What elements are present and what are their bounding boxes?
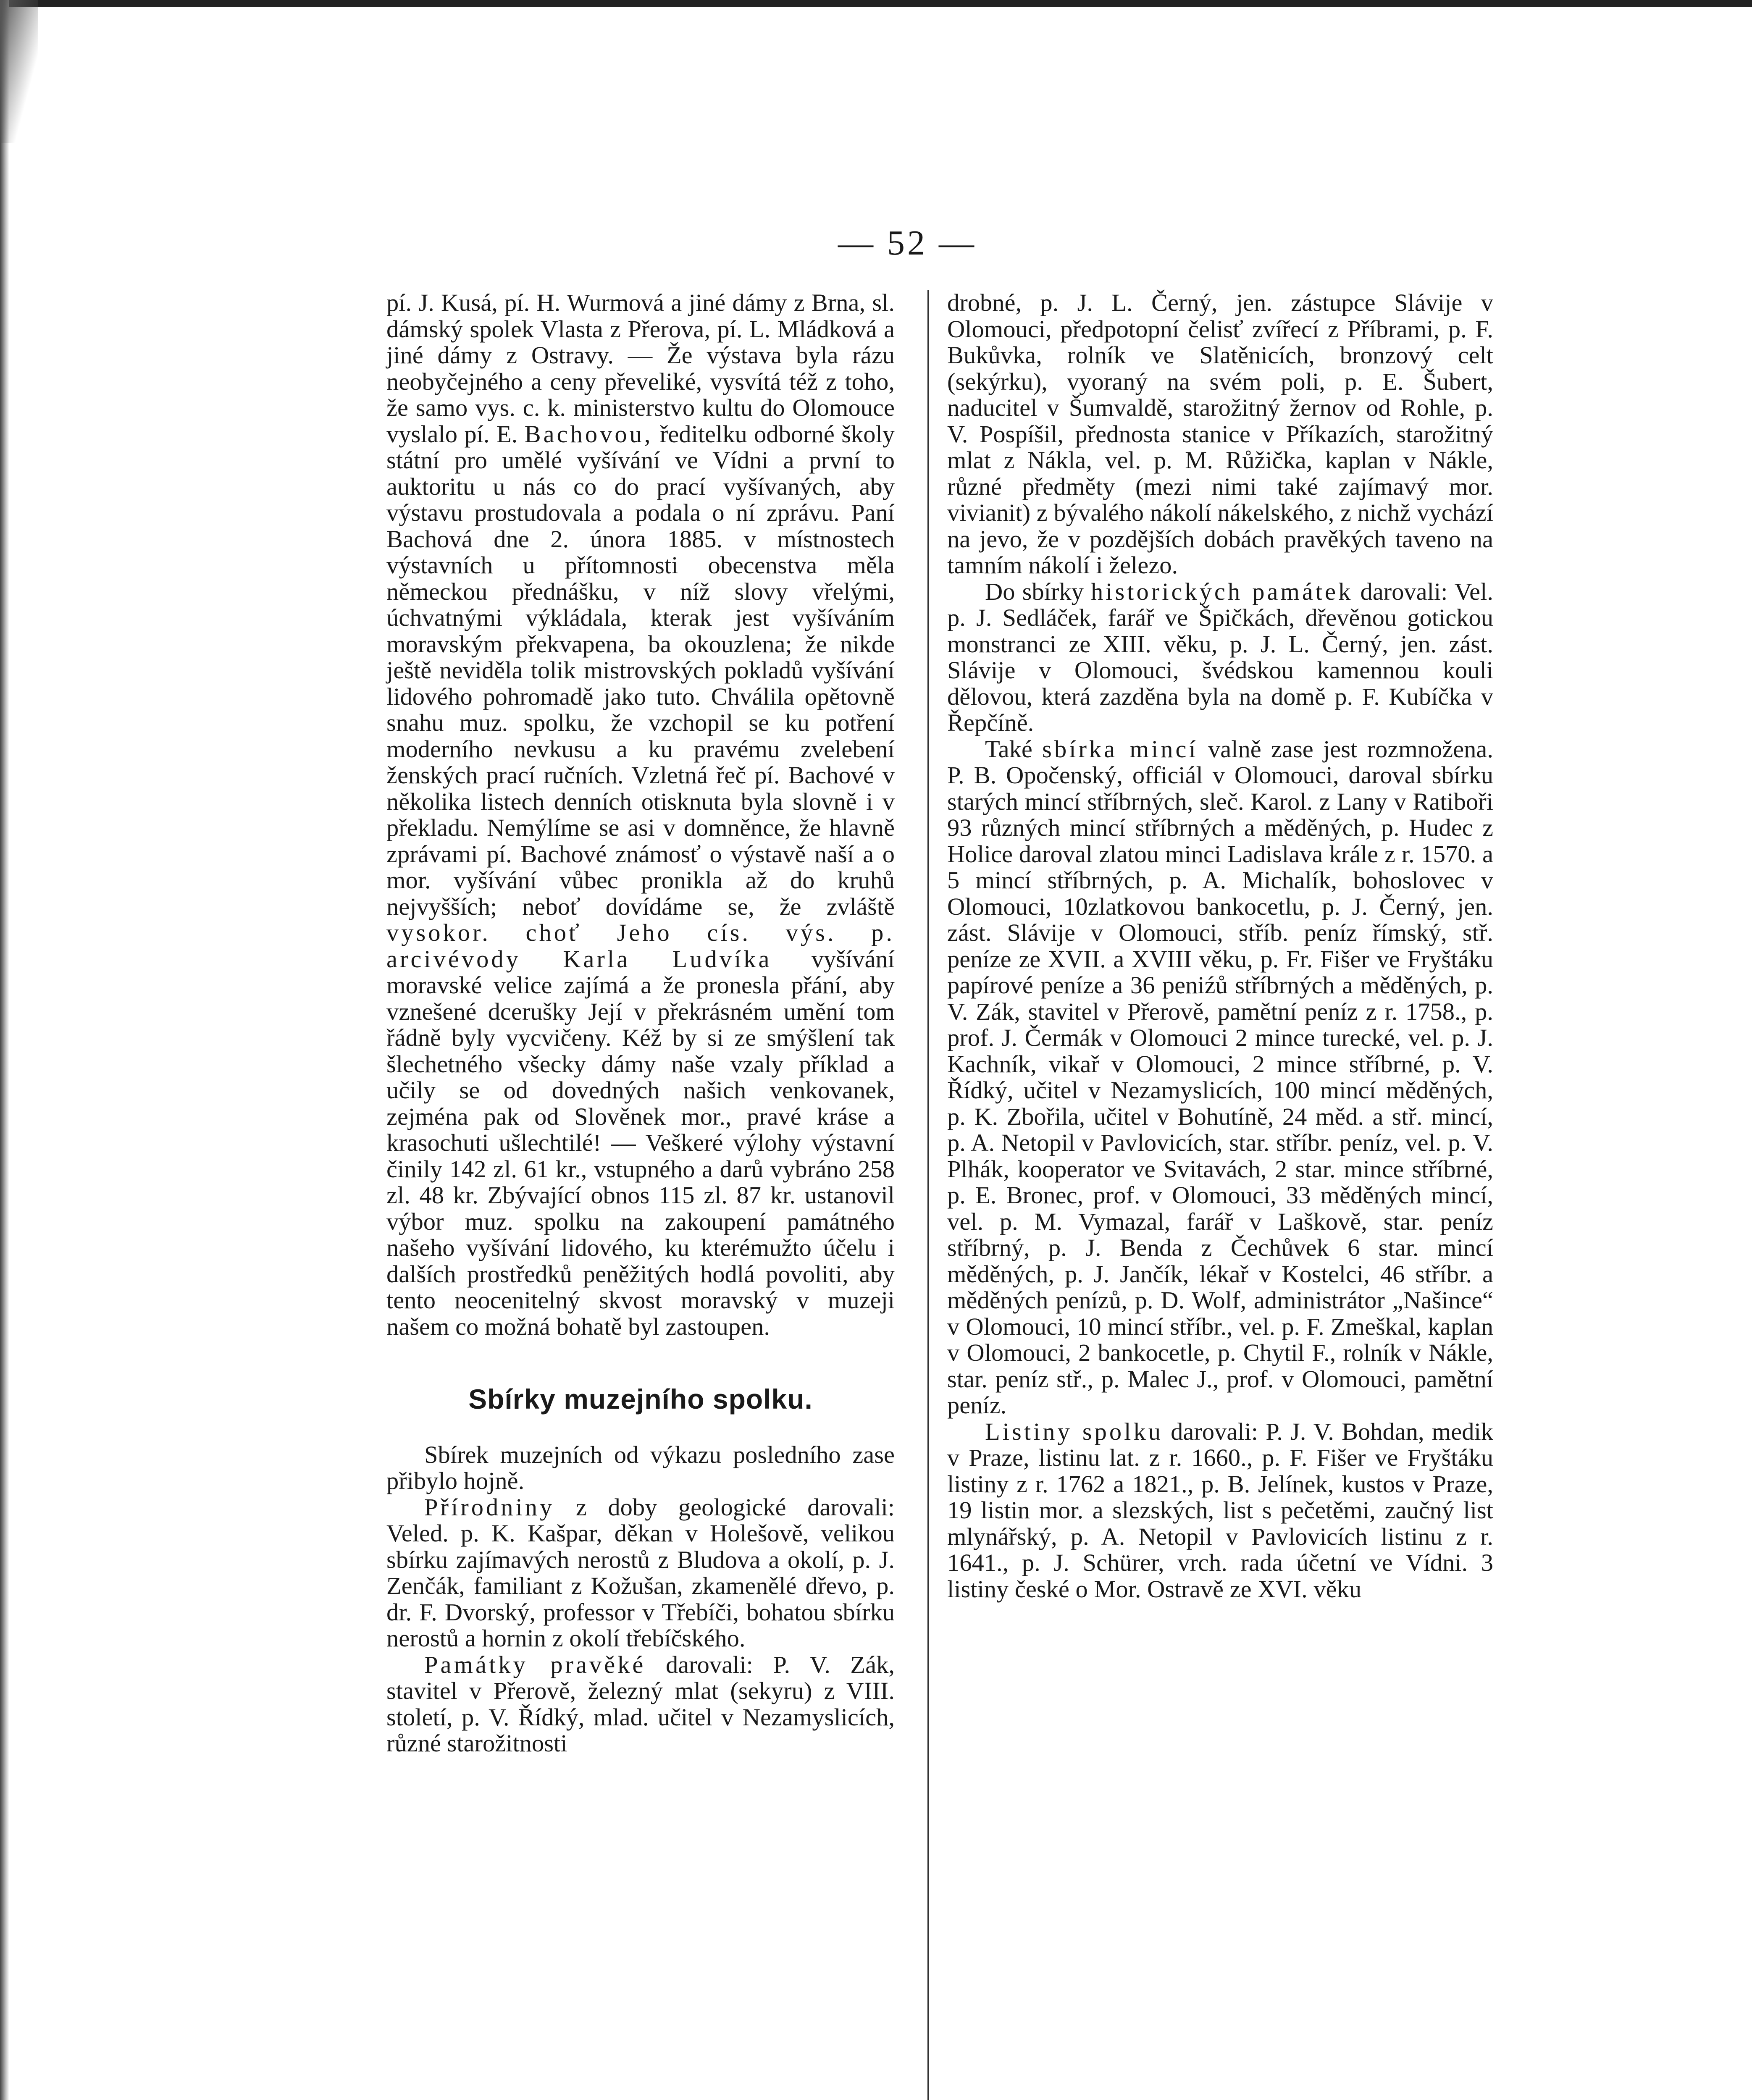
paragraph-historical bbox=[947, 579, 1493, 736]
column-divider bbox=[927, 290, 929, 2100]
paragraph-text: darovali: Vel. p. J. Sedláček, farář ve Špičkách, dřevěnou gotickou monstranci ze XIII. věku, p. J. L. Černý, jen. zást. Slávije v Olomouci, švédskou kamennou kouli dělovou, která zazděna byla na domě p. F. Kubíčka v Řepčíně. bbox=[947, 578, 1494, 736]
paragraph-text: darovali: P. V. Zák, stavitel v Přerově, železný mlat (sekyru) z VIII. století, p. V. Řídký, mlad. učitel v Nezamyslicích, různé starožitnosti bbox=[386, 1651, 895, 1757]
paragraph-text: vyšívání moravské velice zajímá a že pronesla přání, aby vznešené dcerušky Její v překrásném umění tom řádně byly vycvičeny. Kéž by si ze smýšlení tak šlechetného všecky dámy naše vzaly příklad a učily se od dovedných našich venkovanek, zejména pak od Slověnek mor., pravé kráse a krasochuti ušlechtilé! — Veškeré výlohy výstavní činily 142 zl. 61 kr., vstupného a darů vybráno 258 zl. 48 kr. Zbývající obnos 115 zl. 87 kr. ustanovil výbor muz. spolku na zakoupení památného našeho vyšívání lidového, ku kterémužto účelu i dalších prostředků peněžitých hodlá povoliti, aby tento neocenitelný skvost moravský v muzeji našem co možná bohatě byl zastoupen. bbox=[386, 945, 895, 1340]
left-column bbox=[386, 290, 895, 1757]
paragraph-text: Do sbírky bbox=[985, 578, 1084, 605]
paragraph-text: darovali: P. J. V. Bohdan, medik v Praze, listinu lat. z r. 1660., p. F. Fišer ve Fryštáku listiny z r. 1762 a 1821., p. B. Jelínek, kustos v Praze, 19 listin mor. a slezských, list s pečetěmi, zaučný list mlynářský, p. A. Netopil v Pavlovicích listinu z r. 1641., p. J. Schürer, vrch. rada účetní ve Vídni. 3 listiny české o Mor. Ostravě ze XVI. věku bbox=[947, 1418, 1494, 1603]
paragraph-natural-items bbox=[386, 1494, 895, 1652]
page-number: — 52 — bbox=[838, 223, 977, 262]
scan-border-left bbox=[0, 0, 9, 2100]
emphasized-label: sbírka mincí bbox=[1042, 735, 1198, 763]
paragraph-exhibition bbox=[386, 290, 895, 1340]
paragraph-text: Také bbox=[985, 735, 1032, 763]
paragraph-text: z doby geologické darovali: Veled. p. K. Kašpar, děkan v Holešově, velikou sbírku zajímavých nerostů z Bludova a okolí, p. J. Zenčák, familiant z Kožušan, zkamenělé dřevo, p. dr. F. Dvorský, professor v Třebíči, bohatou sbírku nerostů a hornin z okolí třebíčského. bbox=[386, 1493, 895, 1652]
right-column bbox=[947, 290, 1493, 1602]
paragraph-text: valně zase jest rozmnožena. P. B. Opočenský, officiál v Olomouci, daroval sbírku starých mincí stříbrných, sleč. Karol. z Lany v Ratiboři 93 různých mincí stříbrných a měděných, p. Hudec z Holice daroval zlatou minci Ladislava krále z r. 1570. a 5 mincí stříbrných, p. A. Michalík, bohoslovec v Olomouci, 10zlatkovou bankocetlu, p. J. Černý, jen. zást. Slávije v Olomouci, stříb. peníz římský, stř. peníze ze XVII. a XVIII věku, p. Fr. Fišer ve Fryštáku papírové peníze a 36 peniźů stříbrných a měděných, p. V. Zák, stavitel v Přerově, pamětní peníz z r. 1758., p. prof. J. Čermák v Olomouci 2 mince turecké, vel. p. J. Kachník, vikař v Olomouci, 2 mince stříbrné, p. V. Řídký, učitel v Nezamyslicích, 100 mincí měděných, p. K. Zbořila, učitel v Bohutíně, 24 měd. a stř. mincí, p. A. Netopil v Pavlovicích, star. stříbr. peníz, vel. p. V. Plhák, kooperator ve Svitavách, 2 star. mince stříbrné, p. E. Bronec, prof. v Olomouci, 33 měděných mincí, vel. p. M. Vymazal, farář v Laškově, star. peníz stříbrný, p. J. Benda z Čechůvek 6 star. mincí měděných, p. J. Jančík, lékař v Kostelci, 46 stříbr. a měděných penízů, p. D. Wolf, administrátor „Našince“ v Olomouci, 10 mincí stříbr., vel. p. F. Zmeškal, kaplan v Olomouci, 2 bankocetle, p. Chytil F., rolník v Nákle, star. peníz stř., p. Malec J., prof. v Olomouci, pamětní peníz. bbox=[947, 735, 1494, 1419]
emphasized-name: Bachovou, bbox=[524, 420, 653, 448]
emphasized-label: Přírodniny bbox=[424, 1493, 555, 1521]
paragraph-text: pí. J. Kusá, pí. H. Wurmová a jiné dámy z Brna, sl. dámský spolek Vlasta z Přerova, pí. L. Mládková a jiné dámy z Ostravy. — Že výstava byla rázu neobyčejného a ceny převeliké, vysvítá též z toho, že samo vys. c. k. ministerstvo kultu do Olomouce vyslalo pí. E. bbox=[386, 289, 895, 448]
paragraph-coins bbox=[947, 736, 1493, 1419]
section-heading: Sbírky muzejního spolku. bbox=[468, 1383, 813, 1415]
emphasized-royal-title: vysokor. choť Jeho cís. výs. p. arcivévody Karla Ludvíka bbox=[386, 919, 895, 973]
scan-border-top bbox=[0, 0, 1752, 7]
paragraph-prehistoric-continued: drobné, p. J. L. Černý, jen. zástupce Slávije v Olomouci, předpotopní čelisť zvířecí z Příbrami, p. F. Bukůvka, rolník ve Slatěnicích, bronzový celt (sekýrku), vyoraný na svém poli, p. E. Šubert, naducitel v Šumvaldě, starožitný žernov od Rohle, p. V. Pospíšil, přednosta stanice v Příkazích, starožitný mlat z Nákla, vel. p. M. Růžička, kaplan v Nákle, různé předměty (mezi nimi také zajímavý mor. vivianit) z bývalého nákolí nákelského, z nichž vychází na jevo, že v pozdějších dobách pravěkých taveno na tamním nákolí i železo. bbox=[947, 289, 1493, 579]
paragraph-intro: Sbírek muzejních od výkazu posledního zase přibylo hojně. bbox=[386, 1441, 895, 1494]
emphasized-label: Listiny spolku bbox=[985, 1418, 1163, 1445]
paragraph-prehistoric bbox=[386, 1652, 895, 1757]
emphasized-label: historických památek bbox=[1090, 578, 1353, 605]
paragraph-text: ředitelku odborné školy státní pro umělé vyšívání ve Vídni a první to auktoritu u nás co do prací vyšívaných, aby výstavu prostudovala a podala o ní zprávu. Paní Bachová dne 2. února 1885. v místnostech výstavních u přítomnosti obecenstva měla německou přednášku, v níž slovy vřelými, úchvatnými výkládala, kterak jest vyšíváním moravským překvapena, ba okouzlena; že nikde ještě neviděla tolik mistrovských pokladů vyšívání lidového pohromadě jako tuto. Chválila opětovně snahu muz. spolku, že vzchopil se ku potření moderního nevkusu a ku pravému zvelebení ženských prací ručních. Vzletná řeč pí. Bachové v několika listech denních otisknuta byla slovně i v překladu. Nemýlíme se asi v domněnce, že hlavně zprávami pí. Bachové známosť o výstavě naší a o mor. vyšívání vůbec pronikla až do kruhů nejvyšších; neboť dovídáme se, že zvláště bbox=[386, 420, 895, 920]
emphasized-label: Památky pravěké bbox=[424, 1651, 646, 1678]
scan-shadow-corner bbox=[0, 0, 38, 143]
paragraph-documents bbox=[947, 1419, 1493, 1603]
